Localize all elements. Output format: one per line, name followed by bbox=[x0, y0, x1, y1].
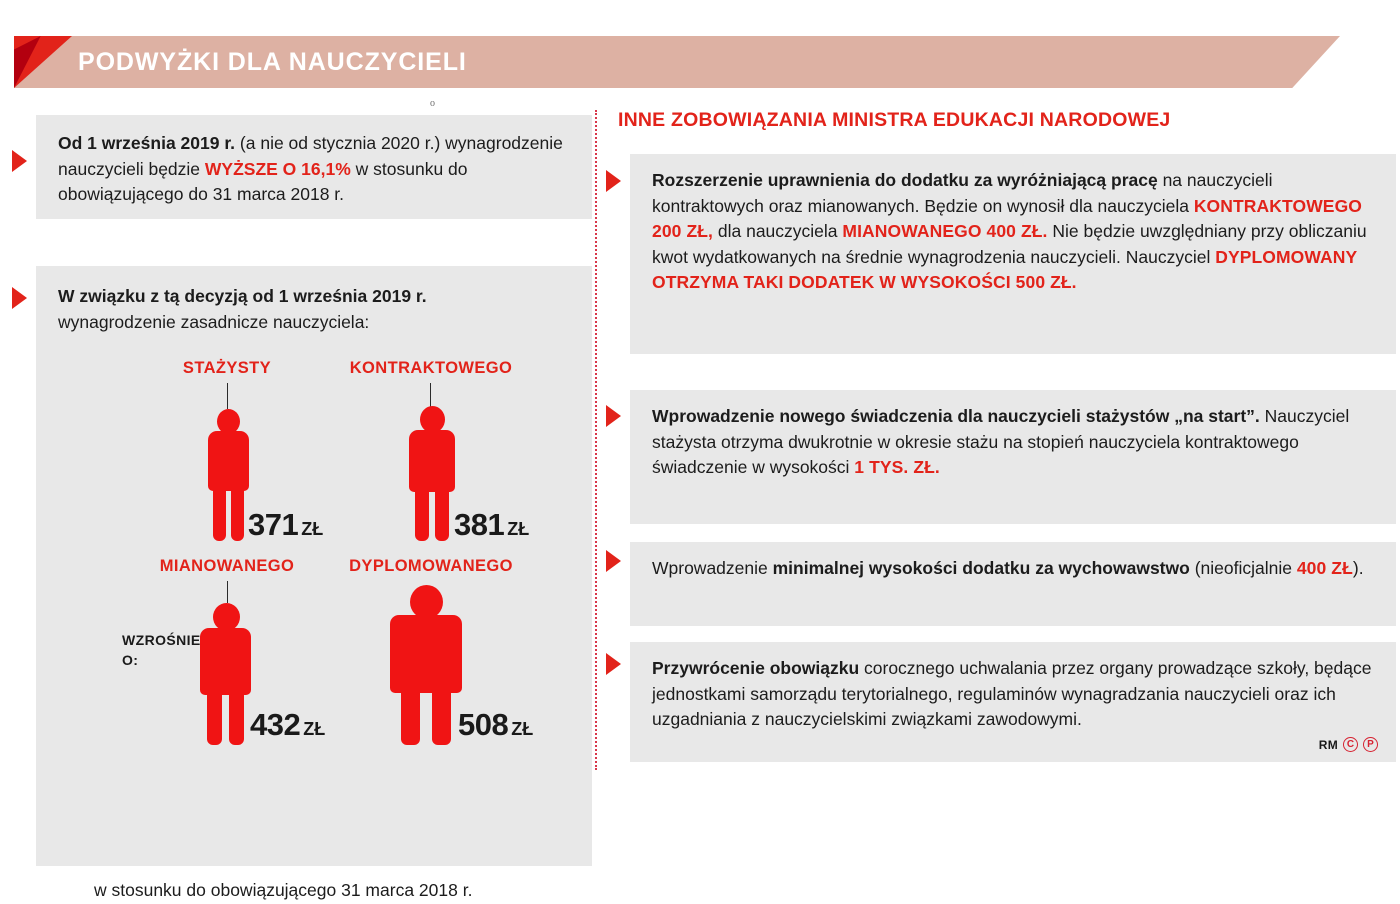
amount-currency: ZŁ bbox=[507, 519, 530, 539]
right-column bbox=[606, 100, 1396, 806]
left-box1-lead: Od 1 września 2019 r. bbox=[58, 133, 236, 153]
copyright-icon: C bbox=[1343, 737, 1358, 752]
amount-value: 508 bbox=[458, 707, 509, 742]
right-item-extra-allowance bbox=[630, 154, 1396, 354]
amount-stazysty bbox=[248, 507, 323, 543]
left-box1-tail: w stosunku do obowiązującego do 31 marca 2018 r. bbox=[58, 158, 468, 204]
right-item-2-rest: Nauczyciel stażysta otrzyma dwukrotnie w okresie stażu na stopień nauczyciela kontraktowego świadczenie w wysokości bbox=[652, 406, 1350, 477]
right-column-heading: INNE ZOBOWIĄZANIA MINISTRA EDUKACJI NARODOWEJ bbox=[618, 109, 1171, 131]
leader-line bbox=[227, 383, 228, 409]
right-item-4-text bbox=[630, 642, 1396, 747]
bullet-triangle-icon bbox=[606, 170, 621, 192]
person-icon-mianowanego bbox=[196, 603, 256, 745]
bullet-triangle-icon bbox=[606, 550, 621, 572]
bullet-triangle-icon bbox=[12, 150, 27, 172]
right-item-1-mid-1: dla nauczyciela bbox=[713, 221, 843, 241]
figure-label-stazysty: STAŻYSTY bbox=[182, 359, 272, 377]
left-column bbox=[0, 106, 592, 900]
amount-value: 371 bbox=[248, 507, 299, 542]
column-divider bbox=[595, 110, 597, 770]
right-item-minimum-supplement bbox=[630, 542, 1396, 626]
amount-value: 381 bbox=[454, 507, 505, 542]
header-banner bbox=[0, 36, 1400, 88]
right-item-3-mid: (nieoficjalnie bbox=[1189, 558, 1297, 578]
right-item-1-rest: na nauczycieli kontraktowych oraz mianowanych. Będzie on wynosił dla nauczyciela bbox=[652, 170, 1273, 216]
left-box-raise-summary bbox=[36, 115, 592, 219]
amount-kontraktowego bbox=[454, 507, 529, 543]
right-item-3-tail: ). bbox=[1352, 558, 1364, 578]
right-item-3-text bbox=[630, 542, 1396, 596]
left-box1-highlight: WYŻSZE O 16,1% bbox=[204, 158, 351, 179]
bullet-triangle-icon bbox=[606, 653, 621, 675]
right-item-1-red-3: DYPLOMOWANY OTRZYMA TAKI DODATEK W WYSOKOŚCI 500 ZŁ. bbox=[652, 246, 1357, 292]
right-item-3-red: 400 ZŁ bbox=[1296, 558, 1353, 578]
right-item-4-bold: Przywrócenie obowiązku bbox=[652, 658, 860, 678]
figure-grid bbox=[36, 335, 592, 900]
right-item-1-text bbox=[630, 154, 1396, 310]
amount-mianowanego bbox=[250, 707, 325, 743]
right-item-2-red: 1 TYS. ZŁ. bbox=[854, 457, 940, 477]
published-mark-icon: P bbox=[1363, 737, 1378, 752]
left-box1-mid: (a nie od stycznia 2020 r.) wynagrodzenie nauczycieli będzie bbox=[58, 133, 563, 179]
person-icon-kontraktowego bbox=[404, 406, 460, 541]
person-icon-dyplomowanego bbox=[388, 585, 464, 745]
right-item-3-bold: minimalnej wysokości dodatku za wychowawstwo bbox=[772, 558, 1190, 578]
increase-label-line1: WZROŚNIE bbox=[122, 632, 201, 648]
leader-line bbox=[227, 581, 228, 603]
figure-label-mianowanego: MIANOWANEGO bbox=[159, 557, 295, 575]
right-item-1-mid-2: Nie będzie uwzględniany przy obliczaniu kwot wydatkowanych na średnie wynagrodzenia nauczycieli. Nauczyciel bbox=[652, 221, 1367, 267]
person-icon-stazysty bbox=[202, 409, 254, 541]
right-item-1-red-2: MIANOWANEGO 400 ZŁ. bbox=[842, 221, 1048, 241]
left-box2-heading bbox=[36, 266, 592, 335]
amount-currency: ZŁ bbox=[511, 719, 534, 739]
amount-currency: ZŁ bbox=[301, 519, 324, 539]
right-item-1-bold: Rozszerzenie uprawnienia do dodatku za wyróżniającą pracę bbox=[652, 170, 1158, 190]
amount-value: 432 bbox=[250, 707, 301, 742]
left-box2-footnote: w stosunku do obowiązującego 31 marca 2018 r. bbox=[94, 880, 473, 900]
amount-currency: ZŁ bbox=[303, 719, 326, 739]
figure-label-dyplomowanego: DYPLOMOWANEGO bbox=[349, 557, 513, 575]
right-item-3-pre: Wprowadzenie bbox=[652, 558, 773, 578]
right-item-1-red-1: KONTRAKTOWEGO 200 ZŁ, bbox=[652, 195, 1363, 241]
increase-label-line2: O: bbox=[122, 652, 139, 668]
left-box1-text bbox=[36, 115, 592, 208]
left-box-salary-figures bbox=[36, 266, 592, 900]
stray-glyph: o bbox=[430, 98, 435, 109]
right-item-2-text bbox=[630, 390, 1396, 495]
right-item-restore-obligation bbox=[630, 642, 1396, 762]
increase-label bbox=[122, 630, 201, 670]
right-item-2-bold: Wprowadzenie nowego świadczenia dla nauczycieli stażystów „na start”. bbox=[652, 406, 1260, 426]
page-title: PODWYŻKI DLA NAUCZYCIELI bbox=[78, 47, 467, 76]
credit-initials: RM bbox=[1318, 737, 1338, 752]
bullet-triangle-icon bbox=[12, 287, 27, 309]
credit-logo bbox=[1319, 737, 1378, 752]
bullet-triangle-icon bbox=[606, 405, 621, 427]
figure-label-kontraktowego: KONTRAKTOWEGO bbox=[349, 359, 513, 377]
amount-dyplomowanego bbox=[458, 707, 533, 743]
left-box2-lead: W związku z tą decyzją od 1 września 2019 r. bbox=[58, 286, 427, 306]
left-box2-sub: wynagrodzenie zasadnicze nauczyciela: bbox=[58, 311, 370, 332]
right-item-new-benefit bbox=[630, 390, 1396, 524]
right-item-4-rest: corocznego uchwalania przez organy prowadzące szkoły, będące jednostkami samorządu terytorialnego, regulaminów wynagradzania nauczycieli oraz ich uzgadniania z nauczycielskimi związkami zawodowymi. bbox=[652, 658, 1372, 729]
